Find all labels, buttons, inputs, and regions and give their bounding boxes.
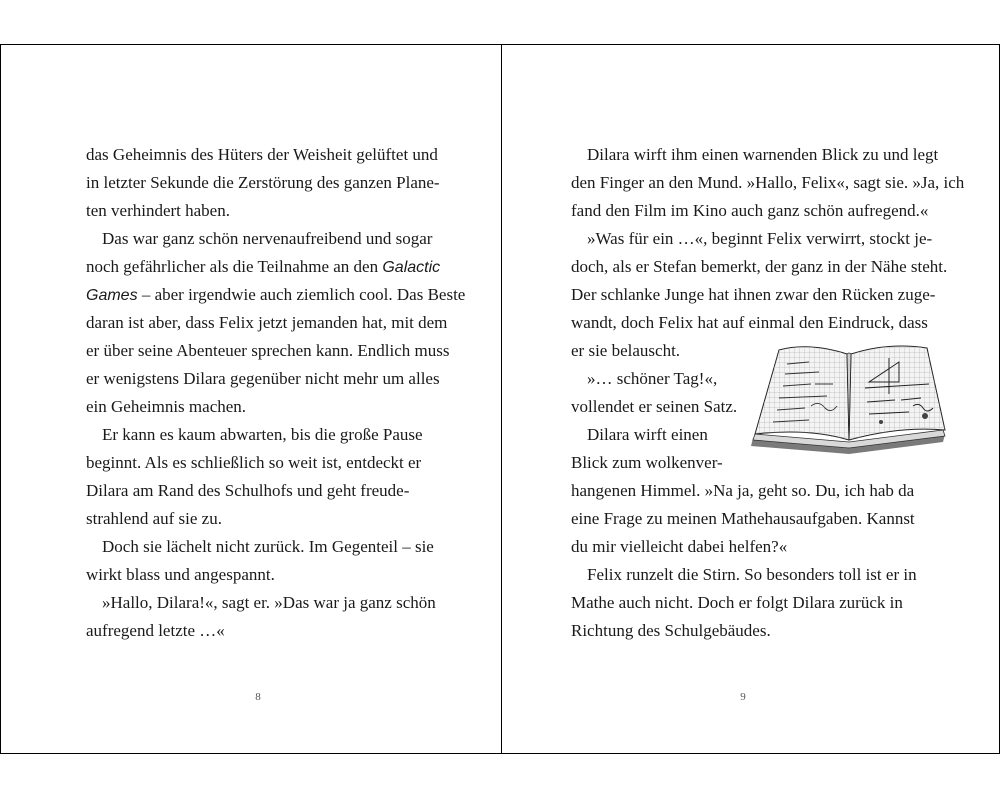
- text-line: daran ist aber, dass Felix jetzt jemanden hat, mit dem: [86, 313, 448, 332]
- italic-title: Galactic: [382, 259, 441, 276]
- text-line: doch, als er Stefan bemerkt, der ganz in der Nähe steht.: [571, 257, 948, 276]
- text-line: Blick zum wolkenver-: [571, 453, 723, 472]
- text-line: er über seine Abenteuer sprechen kann. Endlich muss: [86, 341, 450, 360]
- text-line: Dilara wirft ihm einen warnenden Blick zu und legt: [587, 145, 939, 164]
- page-number: 9: [740, 691, 746, 703]
- italic-title: Games: [86, 287, 138, 304]
- text-line: in letzter Sekunde die Zerstörung des ganzen Plane-: [86, 173, 440, 192]
- text-line: ten verhindert haben.: [86, 201, 230, 220]
- book-spread: [0, 44, 1000, 754]
- text-line: »Hallo, Dilara!«, sagt er. »Das war ja ganz schön: [102, 593, 436, 612]
- text-line: »Was für ein …«, beginnt Felix verwirrt, stockt je-: [587, 229, 933, 248]
- open-notebook-illustration: [749, 342, 949, 454]
- text-line: Mathe auch nicht. Doch er folgt Dilara zurück in: [571, 593, 903, 612]
- text-line: [86, 281, 466, 309]
- text-line: aufregend letzte …«: [86, 621, 225, 640]
- text-line: Dilara am Rand des Schulhofs und geht freude-: [86, 481, 410, 500]
- text-line: er wenigstens Dilara gegenüber nicht mehr um alles: [86, 369, 440, 388]
- text-line: [86, 253, 456, 281]
- left-page-text: [86, 141, 466, 645]
- text-line: Doch sie lächelt nicht zurück. Im Gegenteil – sie: [102, 537, 434, 556]
- left-page: [1, 45, 500, 753]
- text-line: das Geheimnis des Hüters der Weisheit gelüftet und: [86, 145, 438, 164]
- text-run: – aber irgendwie auch ziemlich cool. Das Beste: [137, 285, 466, 304]
- text-line: ein Geheimnis machen.: [86, 397, 247, 416]
- text-line: Dilara wirft einen: [587, 425, 708, 444]
- text-line: du mir vielleicht dabei helfen?«: [571, 537, 788, 556]
- text-line: Der schlanke Junge hat ihnen zwar den Rücken zuge-: [571, 285, 936, 304]
- text-line: er sie belauscht.: [571, 341, 681, 360]
- text-line: wandt, doch Felix hat auf einmal den Eindruck, dass: [571, 313, 928, 332]
- text-line: »… schöner Tag!«,: [587, 369, 718, 388]
- text-line: vollendet er seinen Satz.: [571, 397, 738, 416]
- text-line: Er kann es kaum abwarten, bis die große Pause: [102, 425, 423, 444]
- text-line: hangenen Himmel. »Na ja, geht so. Du, ich hab da: [571, 481, 915, 500]
- text-line: Felix runzelt die Stirn. So besonders toll ist er in: [587, 565, 917, 584]
- text-line: Das war ganz schön nervenaufreibend und sogar: [102, 229, 433, 248]
- text-line: strahlend auf sie zu.: [86, 509, 222, 528]
- page-number: 8: [255, 691, 261, 703]
- right-page: [502, 45, 1000, 753]
- text-line: fand den Film im Kino auch ganz schön aufregend.«: [571, 201, 929, 220]
- text-line: den Finger an den Mund. »Hallo, Felix«, sagt sie. »Ja, ich: [571, 173, 965, 192]
- text-line: eine Frage zu meinen Mathehausaufgaben. Kannst: [571, 509, 915, 528]
- text-line: Richtung des Schulgebäudes.: [571, 621, 771, 640]
- text-run: noch gefährlicher als die Teilnahme an den: [86, 257, 383, 276]
- text-line: wirkt blass und angespannt.: [86, 565, 275, 584]
- text-line: beginnt. Als es schließlich so weit ist, entdeckt er: [86, 453, 422, 472]
